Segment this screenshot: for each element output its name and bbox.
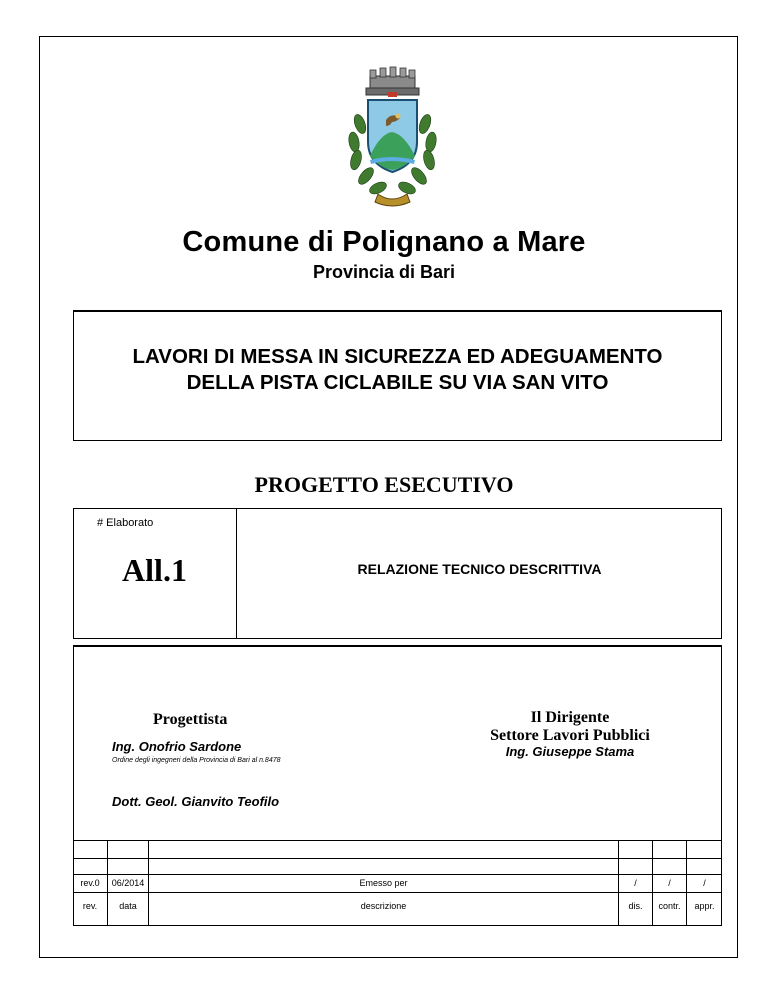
dis-header: dis.: [628, 901, 643, 911]
project-title: [73, 344, 722, 396]
elaborato-header: # Elaborato: [97, 517, 154, 529]
comune-title: Comune di Polignano a Mare: [182, 226, 586, 258]
dis-value: /: [634, 878, 637, 888]
revision-table-line-2: [73, 874, 722, 875]
project-phase: PROGETTO ESECUTIVO: [254, 472, 514, 497]
appr-value: /: [703, 878, 706, 888]
descrizione-value: Emesso per: [359, 878, 408, 888]
rev-header: rev.: [82, 901, 98, 911]
project-title-line-2: DELLA PISTA CICLABILE SU VIA SAN VITO: [186, 371, 609, 394]
data-value: 06/2014: [111, 878, 145, 888]
project-title-line-1: LAVORI DI MESSA IN SICUREZZA ED ADEGUAMENTO: [132, 345, 663, 368]
municipal-crest-image: [320, 64, 465, 212]
dirigente-name: Ing. Giuseppe Stama: [505, 744, 635, 759]
contr-value: /: [668, 878, 671, 888]
elaborato-code: All.1: [122, 552, 187, 588]
provincia-subtitle: Provincia di Bari: [312, 262, 456, 282]
elaborato-description: RELAZIONE TECNICO DESCRITTIVA: [357, 561, 602, 577]
descrizione-header: descrizione: [360, 901, 407, 911]
rev-value: rev.0: [80, 878, 100, 888]
revision-table-top: [73, 840, 722, 841]
contr-header: contr.: [658, 901, 681, 911]
progettista-label: Progettista: [153, 711, 228, 728]
progettista-order: Ordine degli ingegneri della Provincia di Bari al n.8478: [112, 757, 281, 764]
revision-table-line-1: [73, 858, 722, 859]
dirigente-label: Il Dirigente: [530, 709, 610, 726]
geologo-name: Dott. Geol. Gianvito Teofilo: [112, 794, 280, 809]
appr-header: appr.: [694, 901, 715, 911]
revision-table-line-3: [73, 892, 722, 893]
data-header: data: [119, 901, 137, 911]
dirigente-office: Settore Lavori Pubblici: [490, 727, 650, 744]
progettista-name: Ing. Onofrio Sardone: [112, 739, 242, 754]
